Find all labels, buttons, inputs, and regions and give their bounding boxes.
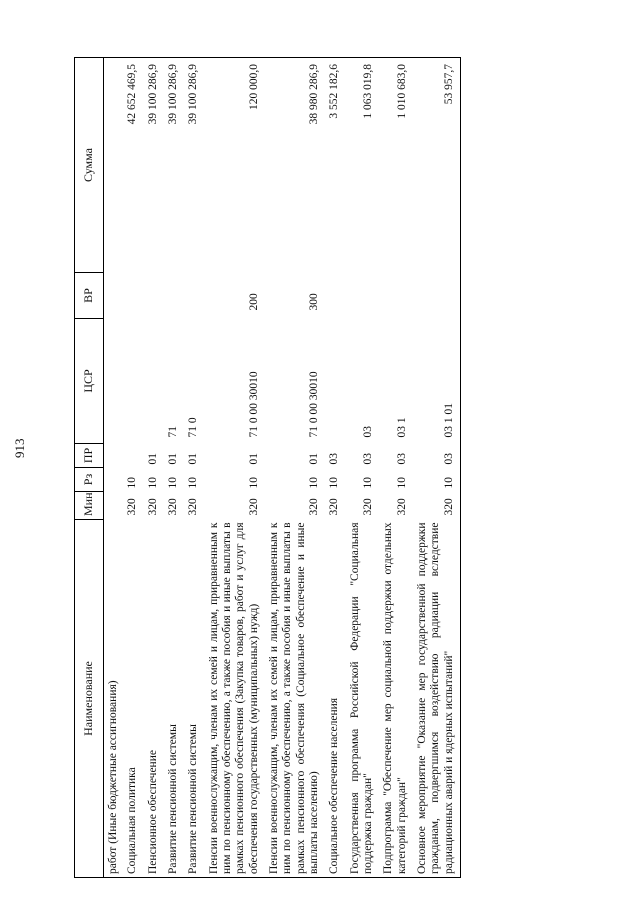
row-name: Развитие пенсионной системы [164, 520, 184, 878]
row-csr [325, 319, 345, 444]
row-min: 320 [395, 498, 408, 516]
row-rz: 10 [126, 477, 139, 489]
row-min: 320 [307, 498, 320, 516]
row-min [104, 492, 125, 520]
row-csr [144, 319, 164, 444]
row-vr [164, 273, 184, 319]
row-csr: 71 0 00 30010 [247, 371, 260, 438]
row-rz: 10 [146, 477, 159, 489]
row-rz: 10 [307, 477, 320, 489]
row-name: Социальное обеспечение населения [325, 520, 345, 878]
row-name: работ (Иные бюджетные ассигнования) [104, 520, 125, 878]
row-pr [124, 444, 143, 468]
rotated-content [74, 58, 622, 878]
row-min: 320 [166, 498, 179, 516]
row-vr [124, 273, 143, 319]
row-name: Подпрограмма "Обеспечение мер социальной поддержки отдельных категорий граждан" [379, 520, 413, 878]
row-min: 320 [328, 498, 341, 516]
table-row [413, 58, 460, 878]
table-row [379, 58, 413, 878]
row-min: 320 [247, 498, 260, 516]
row-name: Пенсионное обеспечение [144, 520, 164, 878]
row-pr: 03 [328, 453, 341, 465]
header-name: Наименование [75, 520, 104, 878]
row-name: Государственная программа Российской Федерации "Социальная поддержка граждан" [346, 520, 380, 878]
row-min: 320 [413, 492, 460, 520]
row-sum: 3 552 182,6 [325, 58, 345, 273]
row-sum: 120 000,0 [205, 58, 265, 273]
row-min: 320 [187, 498, 200, 516]
row-pr: 01 [307, 453, 320, 465]
row-csr: 71 0 00 30010 [307, 371, 320, 438]
row-min: 320 [126, 498, 139, 516]
row-pr: 01 [247, 453, 260, 465]
table-row [265, 58, 325, 878]
row-pr: 01 [146, 453, 159, 465]
row-name: Социальная политика [124, 520, 143, 878]
row-name: Основное мероприятие "Оказание мер государственной поддержки гражданам, подвергшимся воздействию радиации вследствие радиационных аварий и ядерных испытаний" [413, 520, 460, 878]
row-vr [379, 273, 413, 319]
row-vr [144, 273, 164, 319]
row-csr [104, 319, 125, 444]
row-min: 320 [361, 498, 374, 516]
row-sum: 1 010 683,0 [379, 58, 413, 273]
row-vr [104, 273, 125, 319]
row-vr [325, 273, 345, 319]
table-row [184, 58, 204, 878]
table-body [104, 58, 461, 878]
row-sum: 1 063 019,8 [346, 58, 380, 273]
row-sum: 38 980 286,9 [265, 58, 325, 273]
row-name: Пенсии военнослужащим, членам их семей и лицам, приравненным к ним по пенсионному обеспечению, а также пособия и иные выплаты в рамках пенсионного обеспечения (Социальное обеспечение и иные выплаты населению) [265, 520, 325, 878]
row-vr [413, 273, 460, 319]
row-csr [124, 319, 143, 444]
row-sum: 39 100 286,9 [164, 58, 184, 273]
header-csr: ЦСР [75, 319, 104, 444]
header-sum: Сумма [75, 58, 104, 273]
row-csr: 71 [166, 426, 179, 438]
row-sum: 39 100 286,9 [184, 58, 204, 273]
row-name: Развитие пенсионной системы [184, 520, 204, 878]
row-csr: 03 1 01 [413, 319, 460, 444]
row-rz [104, 468, 125, 492]
row-rz: 10 [166, 477, 179, 489]
row-rz: 10 [247, 477, 260, 489]
row-pr [104, 444, 125, 468]
row-rz: 10 [187, 477, 200, 489]
header-vr: ВР [75, 273, 104, 319]
row-name: Пенсии военнослужащим, членам их семей и лицам, приравненным к ним по пенсионному обеспечению, а также пособия и иные выплаты в рамках пенсионного обеспечения (Закупка товаров, работ и услуг для обеспечения государственных (муниципальных) нужд) [205, 520, 265, 878]
row-pr: 03 [395, 453, 408, 465]
row-vr: 200 [247, 293, 260, 311]
table-row [124, 58, 143, 878]
table-row [346, 58, 380, 878]
table-row [164, 58, 184, 878]
row-csr: 03 1 [395, 417, 408, 438]
budget-table [74, 57, 461, 878]
table-row [104, 58, 125, 878]
row-rz: 10 [395, 477, 408, 489]
row-sum: 53 957,7 [413, 58, 460, 273]
row-rz: 10 [413, 468, 460, 492]
row-vr: 300 [307, 293, 320, 311]
row-rz: 10 [328, 477, 341, 489]
row-vr [184, 273, 204, 319]
row-csr: 03 [361, 426, 374, 438]
header-rz: Рз [75, 468, 104, 492]
table-row [144, 58, 164, 878]
table-row [325, 58, 345, 878]
row-rz: 10 [361, 477, 374, 489]
table-row [205, 58, 265, 878]
row-csr: 71 0 [187, 417, 200, 438]
row-sum: 39 100 286,9 [144, 58, 164, 273]
row-pr: 03 [413, 444, 460, 468]
row-sum [104, 58, 125, 273]
row-sum: 42 652 469,5 [124, 58, 143, 273]
header-pr: ПР [75, 444, 104, 468]
page-number: 913 [12, 438, 27, 458]
header-min: Мин [75, 492, 104, 520]
row-pr: 01 [166, 453, 179, 465]
table-header-row [75, 58, 104, 878]
row-min: 320 [146, 498, 159, 516]
row-vr [346, 273, 380, 319]
row-pr: 03 [361, 453, 374, 465]
row-pr: 01 [187, 453, 200, 465]
